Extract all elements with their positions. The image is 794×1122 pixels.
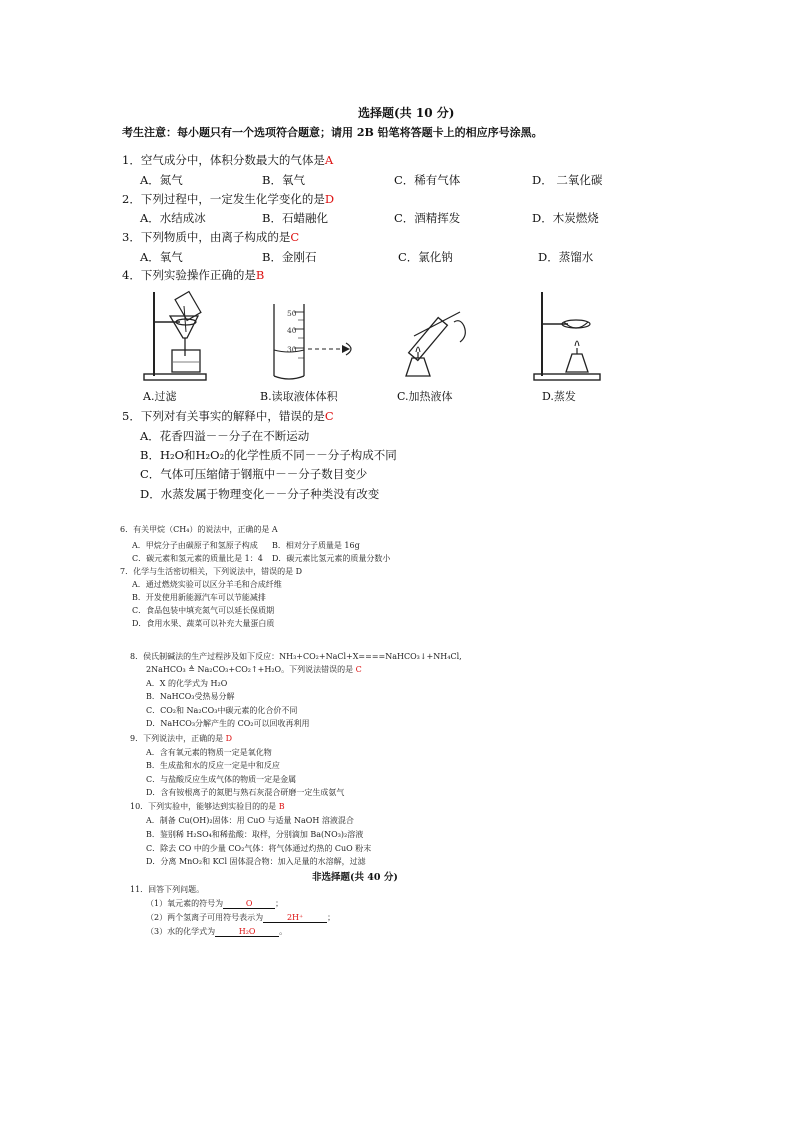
- q11-answer-1: O: [245, 899, 253, 908]
- fig-label-a: A.过滤: [143, 390, 177, 403]
- q1-option-d: D． 二氧化碳: [532, 173, 603, 187]
- q9-option-d: D．含有铵根离子的氮肥与熟石灰混合研磨一定生成氨气: [146, 788, 345, 797]
- q6-option-a: A．甲烷分子由碳原子和氢原子构成: [132, 541, 258, 550]
- q9-answer: D: [225, 734, 233, 743]
- q5-option-c: C．气体可压缩储于钢瓶中－－分子数目变少: [140, 467, 368, 481]
- q5-option-b: B．H₂O和H₂O₂的化学性质不同－－分子构成不同: [140, 448, 397, 462]
- q11-part3: （3）水的化学式为 H₂O 。: [146, 927, 288, 936]
- q3-option-a: A．氧气: [140, 250, 183, 264]
- evaporation-figure: [530, 286, 610, 384]
- q6-stem: 6．有关甲烷（CH₄）的说法中，正确的是 A: [120, 525, 278, 534]
- q9-option-a: A．含有氧元素的物质一定是氧化物: [146, 748, 272, 757]
- fig-label-b: B.读取液体体积: [260, 390, 338, 403]
- q10-stem: 10．下列实验中，能够达到实验目的的是 B: [130, 802, 285, 811]
- filtration-figure: [140, 286, 220, 384]
- q9-option-b: B．生成盐和水的反应一定是中和反应: [146, 761, 280, 770]
- q4-stem: 4．下列实验操作正确的是B: [122, 268, 265, 282]
- q3-option-b: B．金刚石: [262, 250, 317, 264]
- q7-option-a: A．通过燃烧实验可以区分羊毛和合成纤维: [132, 580, 282, 589]
- q10-answer: B: [278, 802, 285, 811]
- q8-option-a: A．X 的化学式为 H₂O: [146, 679, 228, 688]
- tick-label-50: 50: [287, 309, 297, 318]
- q8-option-c: C．CO₂和 Na₂CO₃中碳元素的化合价不同: [146, 706, 298, 715]
- section1-title: 选择题(共 10 分): [358, 106, 455, 120]
- section2-title: 非选择题(共 40 分): [312, 872, 398, 883]
- q11-stem: 11．回答下列问题。: [130, 885, 205, 894]
- q5-answer: C: [324, 409, 334, 423]
- q10-option-d: D．分离 MnO₂和 KCl 固体混合物：加入足量的水溶解，过滤: [146, 857, 366, 866]
- q10-option-a: A．制备 Cu(OH)₂固体：用 CuO 与适量 NaOH 溶液混合: [146, 816, 354, 825]
- exam-notice: 考生注意：每小题只有一个选项符合题意；请用 2B 铅笔将答题卡上的相应序号涂黑。: [122, 126, 543, 139]
- q11-part2: （2）两个氢离子可用符号表示为 2H⁺ ；: [146, 913, 336, 922]
- q9-option-c: C．与盐酸反应生成气体的物质一定是金属: [146, 775, 297, 784]
- tick-label-40: 40: [287, 326, 297, 335]
- fig-label-d: D.蒸发: [542, 390, 576, 403]
- heating-liquid-figure: [392, 296, 482, 384]
- q1-option-a: A．氮气: [140, 173, 183, 187]
- fig-label-c: C.加热液体: [397, 390, 453, 403]
- q8-answer: C: [355, 665, 362, 674]
- tick-label-30: 30: [287, 345, 297, 354]
- q6-option-c: C．碳元素和氢元素的质量比是 1：4: [132, 554, 263, 563]
- q5-stem: 5．下列对有关事实的解释中，错误的是C: [122, 409, 334, 423]
- cylinder-reading-figure: [262, 296, 362, 384]
- q2-option-d: D．木炭燃烧: [532, 211, 599, 225]
- q7-option-c: C．食品包装中填充氮气可以延长保质期: [132, 606, 275, 615]
- q9-stem: 9．下列说法中，正确的是 D: [130, 734, 233, 743]
- q3-stem: 3．下列物质中，由离子构成的是C: [122, 230, 300, 244]
- q11-answer-2: 2H⁺: [286, 913, 304, 922]
- q7-option-b: B．开发使用新能源汽车可以节能减排: [132, 593, 266, 602]
- q3-option-c: C．氯化钠: [398, 250, 453, 264]
- q10-option-c: C．除去 CO 中的少量 CO₂气体：将气体通过灼热的 CuO 粉末: [146, 844, 372, 853]
- q7-option-d: D．食用水果、蔬菜可以补充大量蛋白质: [132, 619, 275, 628]
- q10-option-b: B．鉴别稀 H₂SO₄和稀盐酸：取样，分别滴加 Ba(NO₃)₂溶液: [146, 830, 364, 839]
- q8-stem-line2: 2NaHCO₃ ≜ Na₂CO₃+CO₂↑+H₂O。下列说法错误的是 C: [146, 665, 362, 674]
- q3-option-d: D．蒸馏水: [538, 250, 594, 264]
- q6-option-d: D．碳元素比氢元素的质量分数小: [272, 554, 391, 563]
- q7-stem: 7．化学与生活密切相关，下列说法中，错误的是 D: [120, 567, 303, 576]
- q5-option-a: A．花香四溢－－分子在不断运动: [140, 429, 310, 443]
- q6-option-b: B．相对分子质量是 16g: [272, 541, 360, 550]
- q2-answer: D: [324, 192, 335, 206]
- q1-option-c: C．稀有气体: [394, 173, 461, 187]
- q8-stem-line1: 8．侯氏制碱法的生产过程涉及如下反应：NH₃+CO₂+NaCl+X====NaHCO₃↓+NH₄Cl,: [130, 652, 462, 661]
- q1-option-b: B．氧气: [262, 173, 305, 187]
- q2-option-b: B．石蜡融化: [262, 211, 328, 225]
- q2-option-c: C．酒精挥发: [394, 211, 461, 225]
- q2-option-a: A．水结成冰: [140, 211, 206, 225]
- q1-answer: A: [324, 153, 334, 167]
- q11-part1: （1）氧元素的符号为 O ；: [146, 899, 284, 908]
- q4-answer: B: [255, 268, 265, 282]
- q2-stem: 2．下列过程中，一定发生化学变化的是D: [122, 192, 335, 206]
- q3-answer: C: [290, 230, 300, 244]
- q8-option-b: B．NaHCO₃受热易分解: [146, 692, 235, 701]
- q5-option-d: D．水蒸发属于物理变化－－分子种类没有改变: [140, 487, 380, 501]
- q8-option-d: D．NaHCO₃分解产生的 CO₂可以回收再利用: [146, 719, 310, 728]
- q11-answer-3: H₂O: [238, 927, 256, 936]
- q1-stem: 1．空气成分中，体积分数最大的气体是A: [122, 153, 334, 167]
